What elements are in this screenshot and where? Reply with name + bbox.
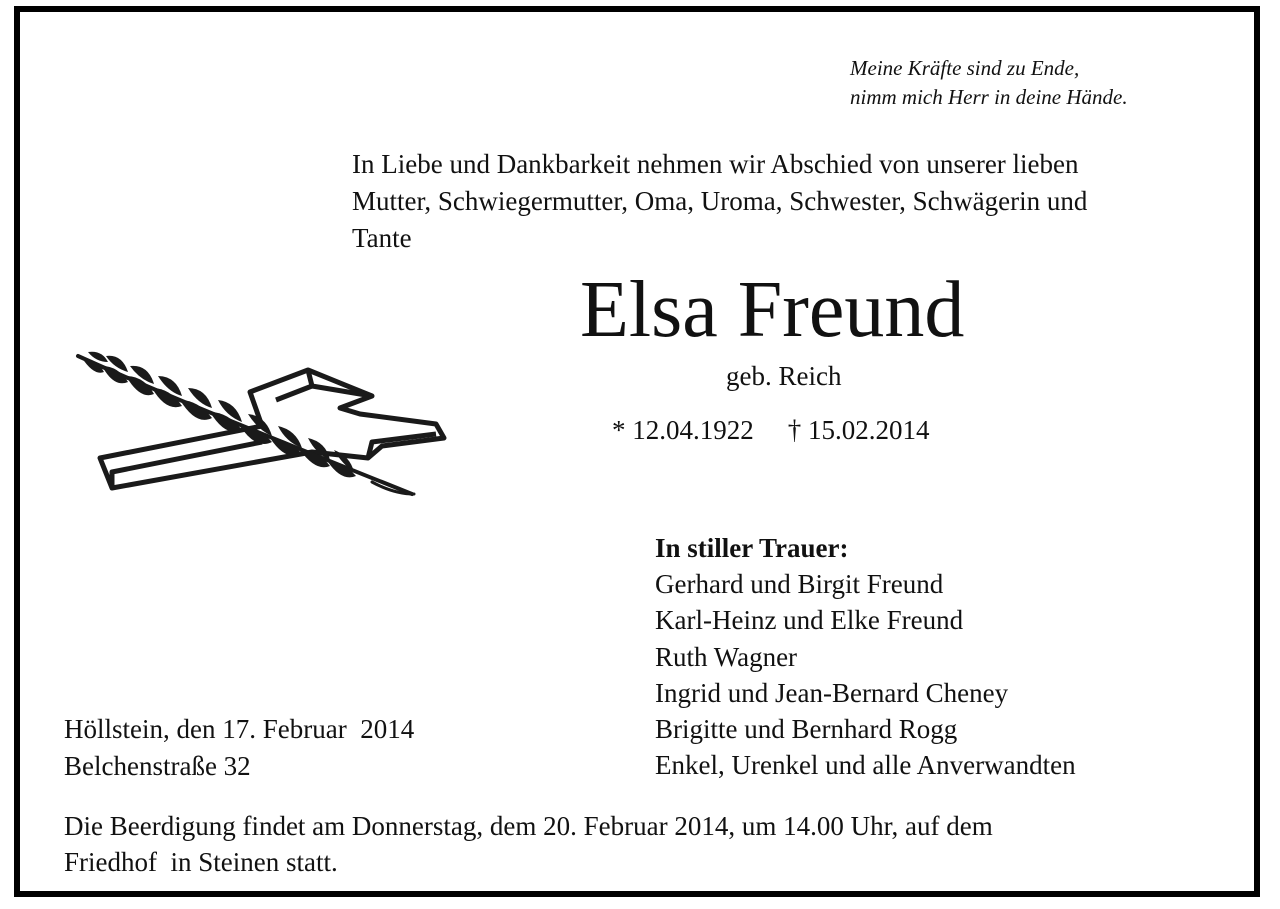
intro-line: In Liebe und Dankbarkeit nehmen wir Abschied von unserer lieben xyxy=(352,149,1079,179)
funeral-line: Die Beerdigung findet am Donnerstag, dem 20. Februar 2014, um 14.00 Uhr, auf dem xyxy=(64,811,993,841)
birth-date: * 12.04.1922 xyxy=(612,415,754,445)
place-and-address xyxy=(64,711,414,785)
mourner-name: Enkel, Urenkel und alle Anverwandten xyxy=(655,750,1076,781)
life-dates xyxy=(612,412,930,448)
place-date: Höllstein, den 17. Februar 2014 xyxy=(64,714,415,744)
verse-line: nimm mich Herr in deine Hände. xyxy=(850,85,1128,109)
mourners-heading: In stiller Trauer: xyxy=(655,533,849,563)
mourner-name: Karl-Heinz und Elke Freund xyxy=(655,605,964,636)
funeral-line: Friedhof in Steinen statt. xyxy=(64,847,338,877)
mourner-name: Ingrid und Jean-Bernard Cheney xyxy=(655,677,1009,708)
address: Belchenstraße 32 xyxy=(64,751,251,781)
mourners-list xyxy=(655,530,1076,783)
birth-name: geb. Reich xyxy=(726,361,842,391)
mourner-name: Ruth Wagner xyxy=(655,641,798,672)
verse-line: Meine Kräfte sind zu Ende, xyxy=(850,56,1080,80)
intro-line: Mutter, Schwiegermutter, Oma, Uroma, Schwester, Schwägerin und xyxy=(352,186,1088,216)
death-date: † 15.02.2014 xyxy=(787,415,930,445)
cross-with-palm-branch-icon xyxy=(72,346,452,506)
mourner-name: Gerhard und Birgit Freund xyxy=(655,569,944,600)
mourner-name: Brigitte und Bernhard Rogg xyxy=(655,714,958,745)
intro-text xyxy=(352,146,1087,257)
verse xyxy=(850,54,1128,112)
intro-line: Tante xyxy=(352,223,412,253)
funeral-notice xyxy=(64,808,993,880)
deceased-name: Elsa Freund xyxy=(580,266,965,354)
